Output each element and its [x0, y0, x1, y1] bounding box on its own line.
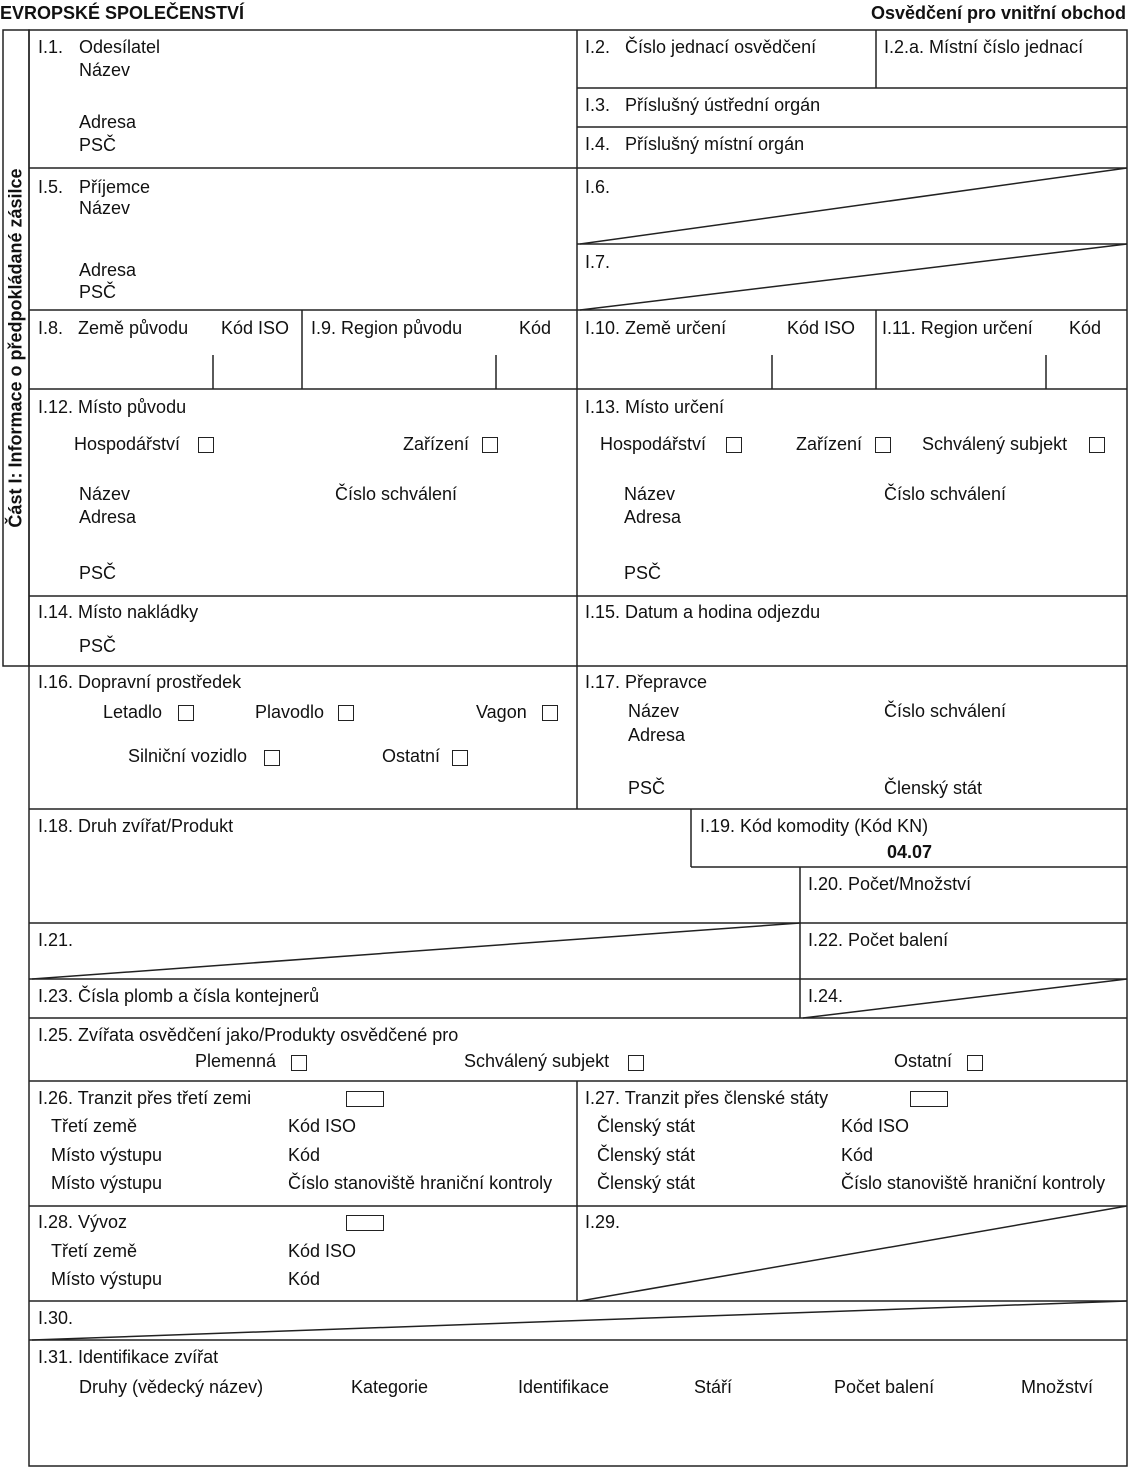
i25-other-label: Ostatní	[894, 1051, 953, 1071]
i13-approved-body-checkbox[interactable]	[1089, 437, 1105, 453]
field-i30-label: I.30.	[38, 1308, 74, 1328]
i28-code-label: Kód	[288, 1269, 321, 1289]
field-i25-label: I.25. Zvířata osvědčení jako/Produkty osvědčené pro	[38, 1025, 459, 1045]
field-i24-label: I.24.	[808, 986, 844, 1006]
i1-postcode-label: PSČ	[79, 135, 117, 155]
i28-export-box[interactable]	[346, 1215, 384, 1231]
i27-border-post-label: Číslo stanoviště hraniční kontroly	[841, 1173, 1106, 1193]
field-i26-label: I.26. Tranzit přes třetí zemi	[38, 1088, 252, 1108]
i27-member-state-label: Členský stát	[597, 1116, 696, 1136]
i25-approved-body-checkbox[interactable]	[628, 1055, 644, 1071]
i26-code-label: Kód	[288, 1145, 321, 1165]
i16-vessel-label: Plavodlo	[255, 702, 325, 722]
i27-code-label: Kód	[841, 1145, 874, 1165]
field-i4-label: I.4. Příslušný místní orgán	[585, 134, 805, 154]
i12-address-label: Adresa	[79, 507, 137, 527]
i25-breeding-checkbox[interactable]	[291, 1055, 307, 1071]
i5-name-label: Název	[79, 198, 131, 218]
i8-iso-code-label: Kód ISO	[221, 318, 290, 338]
i12-approval-number-label: Číslo schválení	[335, 484, 458, 504]
i31-column-packages: Počet balení	[834, 1377, 935, 1397]
i16-other-checkbox[interactable]	[452, 750, 468, 766]
field-i19-label: I.19. Kód komodity (Kód KN)	[700, 816, 929, 836]
i13-holding-checkbox[interactable]	[726, 437, 742, 453]
field-i15-label: I.15. Datum a hodina odjezdu	[585, 602, 821, 622]
i9-code-label: Kód	[519, 318, 552, 338]
i13-postcode-label: PSČ	[624, 563, 662, 583]
i13-holding-label: Hospodářství	[600, 434, 707, 454]
i25-other-checkbox[interactable]	[967, 1055, 983, 1071]
field-i20-label: I.20. Počet/Množství	[808, 874, 972, 894]
i17-member-state-label: Členský stát	[884, 778, 983, 798]
i26-exit-point-label: Místo výstupu	[51, 1145, 163, 1165]
field-i7-label: I.7.	[585, 252, 611, 272]
field-i29-label: I.29.	[585, 1212, 621, 1232]
field-i14-label: I.14. Místo nakládky	[38, 602, 199, 622]
field-i31-label: I.31. Identifikace zvířat	[38, 1347, 219, 1367]
field-i22-label: I.22. Počet balení	[808, 930, 949, 950]
field-i6-label: I.6.	[585, 177, 611, 197]
i27-iso-code-label: Kód ISO	[841, 1116, 910, 1136]
field-i5-label: Příjemce	[79, 177, 151, 197]
i19-commodity-code-value: 04.07	[887, 842, 933, 862]
i28-exit-point-label: Místo výstupu	[51, 1269, 163, 1289]
i26-transit-box[interactable]	[346, 1091, 384, 1107]
i12-establishment-label: Zařízení	[403, 434, 470, 454]
i13-address-label: Adresa	[624, 507, 682, 527]
header-right-title: Osvědčení pro vnitřní obchod	[870, 3, 1126, 23]
i13-name-label: Název	[624, 484, 676, 504]
i1-name-label: Název	[79, 60, 131, 80]
field-i1-label: Odesílatel	[79, 37, 161, 57]
i12-holding-checkbox[interactable]	[198, 437, 214, 453]
i31-column-species: Druhy (vědecký název)	[79, 1377, 264, 1397]
i16-aircraft-checkbox[interactable]	[178, 705, 194, 721]
i17-name-label: Název	[628, 701, 680, 721]
i25-approved-body-label: Schválený subjekt	[464, 1051, 610, 1071]
i13-establishment-label: Zařízení	[796, 434, 863, 454]
field-i2-label: I.2. Číslo jednací osvědčení	[585, 37, 817, 57]
i11-code-label: Kód	[1069, 318, 1102, 338]
field-i28-label: I.28. Vývoz	[38, 1212, 128, 1232]
i12-postcode-label: PSČ	[79, 563, 117, 583]
i27-transit-box[interactable]	[910, 1091, 948, 1107]
i26-iso-code-label: Kód ISO	[288, 1116, 357, 1136]
i5-postcode-label: PSČ	[79, 282, 117, 302]
field-i9-label: I.9. Region původu	[311, 318, 463, 338]
field-i17-label: I.17. Přepravce	[585, 672, 708, 692]
field-i27-label: I.27. Tranzit přes členské státy	[585, 1088, 829, 1108]
field-i12-label: I.12. Místo původu	[38, 397, 187, 417]
i31-column-identification: Identifikace	[518, 1377, 610, 1397]
field-i21-label: I.21.	[38, 930, 74, 950]
header-left-title: EVROPSKÉ SPOLEČENSTVÍ	[0, 3, 245, 23]
i16-wagon-checkbox[interactable]	[542, 705, 558, 721]
i28-third-country-label: Třetí země	[51, 1241, 138, 1261]
field-i11-label: I.11. Region určení	[882, 318, 1033, 338]
i17-postcode-label: PSČ	[628, 778, 666, 798]
i26-third-country-label: Třetí země	[51, 1116, 138, 1136]
field-i2a-label: I.2.a. Místní číslo jednací	[884, 37, 1084, 57]
i13-approved-body-label: Schválený subjekt	[922, 434, 1068, 454]
i13-establishment-checkbox[interactable]	[875, 437, 891, 453]
field-i13-label: I.13. Místo určení	[585, 397, 725, 417]
field-i10-label: I.10. Země určení	[585, 318, 727, 338]
i1-address-label: Adresa	[79, 112, 137, 132]
field-i18-label: I.18. Druh zvířat/Produkt	[38, 816, 234, 836]
i26-exit-point-label-2: Místo výstupu	[51, 1173, 163, 1193]
i13-approval-number-label: Číslo schválení	[884, 484, 1007, 504]
side-section-label	[3, 30, 29, 666]
i14-postcode-label: PSČ	[79, 636, 117, 656]
i31-column-category: Kategorie	[351, 1377, 429, 1397]
i16-aircraft-label: Letadlo	[103, 702, 163, 722]
i27-member-state-label-3: Členský stát	[597, 1173, 696, 1193]
i16-wagon-label: Vagon	[476, 702, 527, 722]
i31-column-quantity: Množství	[1021, 1377, 1094, 1397]
field-i16-label: I.16. Dopravní prostředek	[38, 672, 242, 692]
i10-iso-code-label: Kód ISO	[787, 318, 856, 338]
i12-name-label: Název	[79, 484, 131, 504]
i25-breeding-label: Plemenná	[195, 1051, 277, 1071]
field-i3-label: I.3. Příslušný ústřední orgán	[585, 95, 821, 115]
field-i23-label: I.23. Čísla plomb a čísla kontejnerů	[38, 986, 320, 1006]
side-section-text: Část I: Informace o předpokládané zásilce	[5, 168, 26, 528]
i17-address-label: Adresa	[628, 725, 686, 745]
i16-other-label: Ostatní	[382, 746, 441, 766]
i12-holding-label: Hospodářství	[74, 434, 181, 454]
i16-road-vehicle-label: Silniční vozidlo	[128, 746, 248, 766]
i12-establishment-checkbox[interactable]	[482, 437, 498, 453]
i16-vessel-checkbox[interactable]	[338, 705, 354, 721]
i26-border-post-label: Číslo stanoviště hraniční kontroly	[288, 1173, 553, 1193]
i27-member-state-label-2: Členský stát	[597, 1145, 696, 1165]
i31-column-age: Stáří	[694, 1377, 733, 1397]
field-i8-label: I.8. Země původu	[38, 318, 189, 338]
field-i5-number: I.5.	[38, 177, 64, 197]
i17-approval-number-label: Číslo schválení	[884, 701, 1007, 721]
i5-address-label: Adresa	[79, 260, 137, 280]
i28-iso-code-label: Kód ISO	[288, 1241, 357, 1261]
field-i1-number: I.1.	[38, 37, 64, 57]
i16-road-vehicle-checkbox[interactable]	[264, 750, 280, 766]
